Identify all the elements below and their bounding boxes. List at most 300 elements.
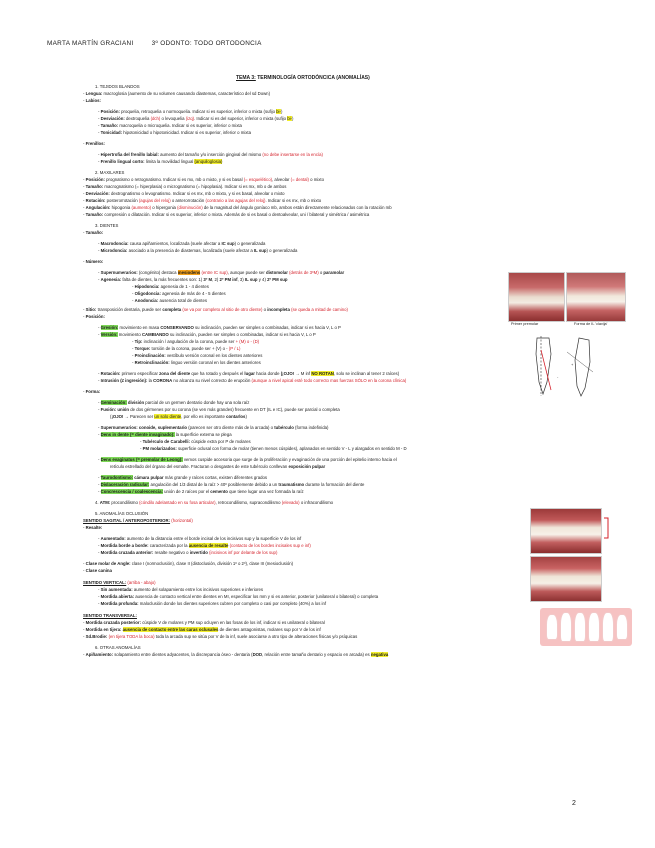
- text-run: (se va por completo al sitio de otro diente): [182, 307, 263, 312]
- text-run: , aunque puede ser: [227, 270, 266, 275]
- text-run: Posición:: [100, 109, 120, 114]
- text-run: (aumento): [131, 205, 152, 210]
- text-run: -: [83, 568, 86, 573]
- text-run: asociado a la presencia de diastemas, localizada (suele afectar a: [127, 248, 254, 253]
- text-line: [98, 130, 251, 135]
- text-run: -: [98, 325, 101, 330]
- text-run: -: [98, 536, 101, 541]
- text-run: Número:: [85, 259, 104, 264]
- text-line: [83, 525, 102, 530]
- text-run: Versión:: [100, 332, 118, 337]
- text-run: (detrás de 3ºM): [289, 270, 319, 275]
- text-run: Agenesia:: [100, 277, 122, 282]
- text-run: (elevado): [281, 500, 300, 505]
- text-run: -: [83, 191, 86, 196]
- text-run: la superficie externa se plega: [174, 432, 232, 437]
- photo1-caption: Primer premolar: [511, 322, 539, 326]
- text-line: [132, 284, 209, 289]
- text-run: de la magnitud del ángulo goníaco mb, ambos están directamente relacionados con la rotación mb: [202, 205, 392, 210]
- text-line: [98, 536, 301, 541]
- text-line: [110, 414, 247, 419]
- text-run: no alcanza su nivel correcto de erupción: [172, 378, 252, 383]
- text-line: [83, 307, 348, 312]
- text-run: -: [98, 601, 101, 606]
- text-run: Dislaceración radicular:: [100, 482, 150, 487]
- text-run: -: [98, 482, 101, 487]
- text-run: -: [83, 198, 86, 203]
- red-bracket-icon: [602, 516, 610, 540]
- text-run: bi-: [276, 109, 281, 114]
- text-line: [98, 425, 328, 430]
- text-run: o: [318, 270, 324, 275]
- text-run: Desviación:: [100, 116, 125, 121]
- text-run: o levoquelia: [160, 116, 186, 121]
- text-run: o hipergonia: [151, 205, 178, 210]
- text-run: -: [98, 152, 101, 157]
- text-run: . Indicar si es del superior, inferior o mixta (sufijo: [194, 116, 288, 121]
- text-run: toda la arcada sup se sitúa por V de la inf, suele asociarse a otro tipo de alteraciones físicas y/o psíquicas: [154, 634, 358, 639]
- text-run: -: [83, 184, 86, 189]
- text-run: de dientes antagonistas, molares sup por V de los inf: [218, 627, 321, 632]
- text-run: (aunque a nivel apical esté todo correcto mas fuerzas SÓLO en la corona clínica): [251, 378, 407, 383]
- text-run: Apiñamiento:: [85, 652, 114, 657]
- text-run: -: [83, 230, 86, 235]
- text-run: retículo estrellado del órgano del esmalte. Fracturan o desgastes de este tubérculo conllevan: [110, 464, 289, 469]
- text-run: un solo diente: [154, 414, 182, 419]
- text-run: -: [98, 332, 101, 337]
- text-run: (entre IC sup): [201, 270, 228, 275]
- text-run: traumatismo: [278, 482, 305, 487]
- text-run: Mordida en tijera:: [85, 627, 122, 632]
- text-run: CONSERVANDO: [160, 325, 194, 330]
- text-line: [98, 550, 277, 555]
- mesiodens-photo: [508, 272, 565, 322]
- text-run: -: [98, 475, 101, 480]
- text-run: -: [132, 360, 135, 365]
- text-run: división: [127, 400, 145, 405]
- text-run: Angulación:: [85, 205, 111, 210]
- text-run: incompleta: [267, 307, 290, 312]
- text-run: -: [83, 561, 86, 566]
- text-run: prognatismo o retrognatismo. Indicar si es mx, mb o mixto, y si es basal: [104, 177, 244, 182]
- text-run: 6. OTRAS ANOMALÍAS: [95, 645, 141, 650]
- text-line: [98, 400, 249, 405]
- text-run: -: [98, 543, 101, 548]
- text-run: Mordida profunda:: [100, 601, 139, 606]
- text-run: (dch): [150, 116, 161, 121]
- text-run: -: [98, 425, 101, 430]
- text-run: -: [98, 109, 101, 114]
- text-run: (agujas del reloj): [138, 198, 171, 203]
- text-run: causa apiñamientos, localizada (suele afectar a: [128, 241, 222, 246]
- text-run: -: [132, 339, 135, 344]
- text-run: (cóndilo adelantado en su fosa articular): [139, 500, 216, 505]
- text-line: [83, 389, 100, 394]
- text-run: macrognatismo (= hiperplasia) o micrognatismo (= hipoplasia). Indicar si es mx, mb o de ambos: [103, 184, 287, 189]
- text-line: [95, 645, 141, 650]
- text-run: Mordida abierta:: [100, 594, 135, 599]
- text-line: [83, 184, 286, 189]
- text-line: [98, 543, 311, 548]
- text-line: [98, 159, 222, 164]
- text-run: 3º M: [203, 277, 213, 282]
- text-run: -: [83, 98, 86, 103]
- text-run: transposición dentaria, puede ser: [96, 307, 163, 312]
- text-run: -: [98, 550, 101, 555]
- text-run: Anodoncia:: [134, 298, 159, 303]
- occlusion-photo-2: [530, 556, 602, 602]
- text-run: unión: [117, 407, 130, 412]
- text-run: CORONA: [153, 378, 173, 383]
- text-run: ausencia de resalte: [188, 543, 229, 548]
- text-line: [98, 432, 232, 437]
- text-run: la: [147, 378, 154, 383]
- text-run: angulación del 1/3 distal de la raíz > 40º posiblemente debido a un: [149, 482, 279, 487]
- text-run: cúspide V de molares y PM sup ocluyen en las fosas de los inf, indicar si es unilateral o bilateral: [141, 620, 325, 625]
- text-run: dextrognatismo o levognatismo. Indicar si es mx, mb o mixto, y si es basal, alveolar o mixto: [109, 191, 285, 196]
- title-text: TERMINOLOGÍA ORTODÓNCICA (ANOMALÍAS): [257, 75, 370, 81]
- text-run: -: [132, 353, 135, 358]
- text-run: -: [83, 389, 86, 394]
- text-run: -: [98, 130, 101, 135]
- text-run: durante la formación del diente: [304, 482, 365, 487]
- text-run: ): [291, 116, 294, 121]
- text-run: Proinclinación:: [134, 353, 166, 358]
- text-run: -: [83, 141, 86, 146]
- text-line: [98, 123, 242, 128]
- text-run: hipotonicidad o hipotonicidad. Indicar si es superior, inferior o mixta: [122, 130, 252, 135]
- text-run: , 3): [237, 277, 245, 282]
- text-line: [98, 325, 341, 330]
- text-run: PM molarizados:: [142, 446, 177, 451]
- text-run: (contrario a las agujas del reloj): [205, 198, 266, 203]
- text-line: [98, 457, 397, 462]
- text-run: 2º PM inf: [219, 277, 238, 282]
- text-run: unión de 2 raíces por el: [162, 489, 211, 494]
- text-run: ) o generalizada: [234, 241, 266, 246]
- text-line: [83, 627, 321, 632]
- text-run: o mixto: [308, 177, 324, 182]
- text-run: -: [98, 457, 101, 462]
- text-run: Torque:: [134, 346, 151, 351]
- text-run: Dens in dente (= diente invaginado):: [100, 432, 175, 437]
- text-run: contarlos: [226, 414, 246, 419]
- text-run: cámara pulpar: [134, 475, 164, 480]
- text-run: Frenillos:: [85, 141, 105, 146]
- text-run: (anquiloglosia): [194, 159, 223, 164]
- text-run: -: [98, 248, 101, 253]
- text-run: 2. MAXILARES: [95, 170, 125, 175]
- text-run: Frenillo lingual corto:: [100, 159, 145, 164]
- text-run: -: [132, 284, 135, 289]
- text-run: zona del diente: [159, 371, 191, 376]
- text-line: [132, 346, 240, 351]
- text-run: clase I (normoclusión), clase II (distoclusión, división 1º o 2º), clase III (mesioclusión): [130, 561, 294, 566]
- text-line: [83, 314, 105, 319]
- text-run: resalte negativo o: [153, 550, 190, 555]
- text-run: Posición:: [85, 314, 105, 319]
- text-run: SENTIDO SAGITAL / ANTEROPOSTERIOR:: [83, 518, 171, 523]
- text-run: Hipertrofia del frenillo labial:: [100, 152, 159, 157]
- text-run: -: [98, 123, 101, 128]
- author-name: MARTA MARTÍN GRACIANI: [47, 40, 134, 47]
- text-run: ATM:: [99, 500, 111, 505]
- text-line: [98, 152, 323, 157]
- text-run: NO ROTAN: [311, 371, 334, 376]
- text-run: , relación entre tamaño dentario y espacio en arcada) es: [262, 652, 371, 657]
- text-line: [83, 230, 103, 235]
- text-run: 5. ANOMALÍAS OCLUSIÓN: [95, 511, 149, 516]
- text-run: movimiento: [117, 332, 142, 337]
- text-run: Tamaño:: [85, 230, 104, 235]
- text-run: Dens evaginatus (= premolar de Leong):: [100, 457, 183, 462]
- text-run: Geminación:: [100, 400, 127, 405]
- text-line: [98, 378, 406, 383]
- text-run: cemento: [210, 489, 228, 494]
- tooth-inclination-diagram: [527, 332, 597, 400]
- text-run: -: [98, 378, 101, 383]
- text-line: [98, 482, 364, 487]
- text-run: Taurodontismo:: [100, 475, 134, 480]
- text-run: -: [98, 159, 101, 164]
- text-run: linguo versión coronal en los dientes anteriores: [169, 360, 261, 365]
- text-run: más grande y raíces cortas, existen diferentes grados: [163, 475, 268, 480]
- text-line: [98, 601, 326, 606]
- text-run: -: [98, 587, 101, 592]
- text-run: o: [262, 307, 268, 312]
- text-run: de dos gérmenes por su corona (se ven más grandes) frecuente en DT (IL e IC), puede ser parcial o completa: [129, 407, 340, 412]
- text-run: limita la movilidad lingual: [144, 159, 195, 164]
- text-line: [140, 439, 251, 444]
- text-run: Tonicidad:: [100, 130, 123, 135]
- text-run: (no debe insertarse en la encía): [262, 152, 323, 157]
- photo2-caption: Forma de IL 'clavija': [574, 322, 608, 326]
- text-run: aumento del solapamiento entre los incisivos superiores e inferiores: [132, 587, 264, 592]
- text-run: Fusión:: [100, 407, 117, 412]
- text-line: [132, 360, 261, 365]
- text-run: Rotación:: [100, 371, 121, 376]
- text-run: (parecen ser otro diente más de la arcada) o: [187, 425, 275, 430]
- text-line: [110, 464, 325, 469]
- text-run: Hipodoncia:: [134, 284, 160, 289]
- text-run: Tip:: [134, 339, 143, 344]
- text-line: [83, 259, 103, 264]
- page-number: 2: [572, 800, 576, 807]
- text-run: Mordida cruzada posterior:: [85, 620, 142, 625]
- text-run: tubérculo: [274, 425, 294, 430]
- text-run: Aumentado:: [100, 536, 126, 541]
- text-run: -: [83, 627, 86, 632]
- text-run: Tamaño:: [85, 212, 104, 217]
- text-line: [140, 446, 407, 451]
- text-run: Intrusión (≠ ingresión):: [100, 378, 148, 383]
- text-run: mesiodens: [177, 270, 201, 275]
- text-line: [83, 198, 321, 203]
- text-run: Clase molar de Angle:: [85, 561, 131, 566]
- text-run: hacia donde: [254, 371, 281, 376]
- text-run: -: [98, 270, 101, 275]
- text-run: SENTIDO VERTICAL:: [83, 580, 127, 585]
- text-run: (disminución): [177, 205, 203, 210]
- text-run: 2º PM sup: [267, 277, 288, 282]
- occlusion-photo-1: [530, 508, 602, 554]
- text-run: -: [98, 400, 101, 405]
- text-run: ausencia de contacto entre las caras oclusales: [122, 627, 219, 632]
- text-run: 4.: [95, 500, 100, 505]
- text-line: [98, 594, 378, 599]
- text-line: [83, 518, 193, 523]
- text-run: Supernumerarios:: [100, 270, 138, 275]
- text-line: [98, 475, 267, 480]
- text-run: dextroquelia: [124, 116, 151, 121]
- text-run: bi-: [287, 116, 292, 121]
- text-line: [132, 298, 207, 303]
- text-run: , por ello es importante: [181, 414, 227, 419]
- text-run: posterorrotación: [105, 198, 139, 203]
- text-run: -: [83, 205, 86, 210]
- text-run: -: [132, 291, 135, 296]
- text-line: [98, 116, 293, 121]
- text-line: [83, 652, 388, 657]
- text-run: . Indicar si es mx, mb o mixto: [265, 198, 322, 203]
- text-run: (= dental): [290, 177, 309, 182]
- text-run: que ha rotado y después el: [190, 371, 245, 376]
- text-line: [83, 177, 324, 182]
- text-run: superficie oclusal con forma de molar (tienen menos cúspides), aplanados en sentido V - L y alargados en sentido M - D: [176, 446, 407, 451]
- text-run: inclinación / angulación de la corona, puede ser: [142, 339, 236, 344]
- text-run: (se queda a mitad de camino): [291, 307, 348, 312]
- text-run: agenesia de más de 4 - 5 dientes: [160, 291, 226, 296]
- text-run: caracterizada por la: [148, 543, 189, 548]
- text-run: Retroinclinación:: [134, 360, 170, 365]
- text-run: (contacto de los bordes incisales sup e inf): [229, 543, 311, 548]
- text-line: [98, 241, 265, 246]
- title-prefix: TEMA 3:: [236, 75, 256, 81]
- text-run: Microdoncia:: [100, 248, 128, 253]
- text-run: negativa: [370, 652, 389, 657]
- text-run: Sin aumentada:: [100, 587, 133, 592]
- text-run: (horizontal): [171, 518, 193, 523]
- text-run: -: [83, 525, 86, 530]
- text-run: ): [245, 414, 247, 419]
- text-run: -: [140, 446, 143, 451]
- text-run: ausencia de contacto vertical entre dientes en MI, especificar los mm y si es anterior, posterior (unilateral o bilateral) o completa: [134, 594, 379, 599]
- text-run: paramolar: [323, 270, 345, 275]
- text-line: [83, 191, 285, 196]
- text-run: -: [83, 307, 86, 312]
- text-run: -: [83, 91, 86, 96]
- text-line: [95, 223, 118, 228]
- text-run: aumento de la distancia entre el borde incisal de los incisivos sup y la superficie V de los inf: [125, 536, 302, 541]
- text-run: solapamiento entre dientes adyacentes, la discrepancia óseo - dentaria (: [113, 652, 253, 657]
- text-run: procondilismo: [110, 500, 140, 505]
- text-run: IC sup: [221, 241, 235, 246]
- text-run: vemos cuspide accesoria que surge de la proliferación y evaginación de una porción del epitelio interno hacia el: [182, 457, 397, 462]
- svg-text:-: -: [557, 374, 559, 379]
- text-run: Tubérculo de Carabelli:: [142, 439, 191, 444]
- text-line: [83, 568, 112, 573]
- text-run: → M inf: [294, 371, 312, 376]
- text-run: Concrescencia / coalescencia:: [100, 489, 163, 494]
- text-run: (arriba - abajo): [127, 580, 156, 585]
- text-run: Forma:: [85, 389, 101, 394]
- text-line: [98, 332, 316, 337]
- text-run: Tamaño:: [85, 184, 104, 189]
- text-run: macroglosia (aumento de su volumen causando diastemas, característico del sd Down): [102, 91, 271, 96]
- text-run: -: [132, 298, 135, 303]
- text-run: invertido: [189, 550, 208, 555]
- text-run: 1. TEJIDOS BLANDOS: [95, 84, 140, 89]
- text-run: Lengua:: [85, 91, 103, 96]
- text-run: Labios:: [85, 98, 101, 103]
- text-run: -: [83, 652, 86, 657]
- text-line: [98, 270, 344, 275]
- text-line: [98, 277, 288, 282]
- text-run: (incisivos inf por delante de los sup): [209, 550, 278, 555]
- text-run: Rotación:: [85, 198, 106, 203]
- text-run: su inclinación, pueden ser simples o combinadas, indicar si es hacia V, L o P: [193, 325, 341, 330]
- text-run: -: [83, 620, 86, 625]
- peg-lateral-photo: [566, 272, 626, 322]
- text-run: parcial de un germen dentario donde hay una sola raíz: [144, 400, 250, 405]
- text-run: Macrodoncia:: [100, 241, 129, 246]
- text-run: (forma indefinida): [293, 425, 329, 430]
- text-run: torsión de la corona, puede ser + (V) o -: [150, 346, 229, 351]
- text-line: [132, 291, 226, 296]
- text-run: -: [98, 407, 101, 412]
- text-run: IL sup: [253, 248, 267, 253]
- text-run: aumento del tamaño y/o inserción gingival del mismo: [158, 152, 263, 157]
- text-line: [95, 511, 148, 516]
- text-line: [83, 580, 156, 585]
- crossbite-illustration: [540, 608, 632, 646]
- text-run: lugar: [244, 371, 255, 376]
- text-run: compresión o dilatación. Indicar si es superior, inferior o mixta. Además de si es basal o dentoalveolar, uni / bilateral y simétrica / asimétrica: [103, 212, 370, 217]
- text-run: Mordida borde a borde:: [100, 543, 149, 548]
- text-run: Supernumerarios: conoide, suplementario: [100, 425, 188, 430]
- text-run: (en tijera TODA la boca): [108, 634, 155, 639]
- text-run: -: [98, 241, 101, 246]
- text-run: Mordida cruzada anterior:: [100, 550, 154, 555]
- text-run: + (M) o - (D): [235, 339, 260, 344]
- text-run: proquelia, retroquelia o normoquelia. Indicar si es superior, inferior o mixta (sufijo: [119, 109, 277, 114]
- text-line: [95, 500, 333, 505]
- text-line: [83, 620, 325, 625]
- text-line: [83, 212, 369, 217]
- text-run: -: [83, 212, 86, 217]
- text-run: movimiento en masa: [118, 325, 161, 330]
- text-line: [83, 141, 105, 146]
- text-line: [83, 98, 101, 103]
- text-line: [83, 91, 270, 96]
- text-line: [98, 248, 297, 253]
- text-run: exposición pulpar: [288, 464, 326, 469]
- text-run: completa: [162, 307, 182, 312]
- text-run: Clase canina: [85, 568, 112, 573]
- text-run: y 4): [257, 277, 268, 282]
- text-run: -: [83, 634, 86, 639]
- text-line: [132, 353, 262, 358]
- text-run: -: [98, 116, 101, 121]
- text-line: [95, 84, 140, 89]
- text-line: [98, 489, 304, 494]
- text-run: SENTIDO TRANSVERSAL:: [83, 613, 137, 618]
- text-run: , alveolar: [272, 177, 291, 182]
- text-run: que tiene lugar una vez formada la raíz: [227, 489, 304, 494]
- text-run: ausencia total de dientes: [158, 298, 207, 303]
- text-line: [83, 561, 293, 566]
- text-run: → Parecen ser: [123, 414, 155, 419]
